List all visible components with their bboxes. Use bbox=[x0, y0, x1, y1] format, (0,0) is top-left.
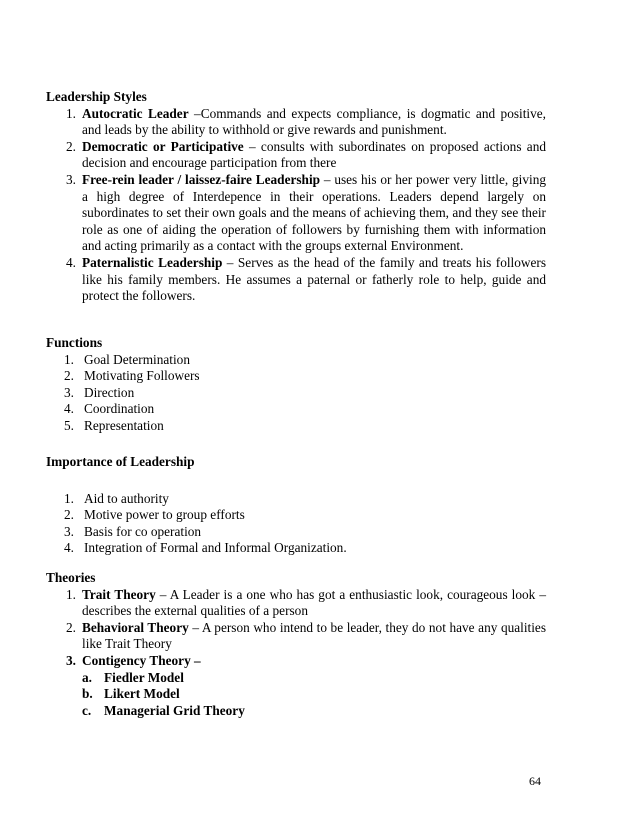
item-number: 2. bbox=[64, 507, 74, 523]
list-item bbox=[46, 352, 546, 369]
list-item bbox=[46, 653, 546, 719]
item-text: Coordination bbox=[84, 401, 155, 417]
item-text: Integration of Formal and Informal Organization. bbox=[84, 540, 347, 556]
leadership-styles-list bbox=[46, 106, 546, 305]
list-item bbox=[46, 255, 546, 305]
list-item bbox=[46, 172, 546, 255]
list-item bbox=[46, 139, 546, 172]
list-item bbox=[46, 106, 546, 139]
section-leadership-styles bbox=[46, 89, 546, 305]
sub-item-text: Likert Model bbox=[104, 686, 180, 702]
list-item bbox=[46, 540, 546, 557]
item-number: 2. bbox=[64, 368, 74, 384]
item-number: 3. bbox=[66, 652, 76, 668]
sub-item-letter: a. bbox=[82, 669, 92, 685]
list-item bbox=[46, 401, 546, 418]
section-heading: Functions bbox=[46, 335, 103, 350]
section-heading: Leadership Styles bbox=[46, 89, 147, 104]
item-text: Motive power to group efforts bbox=[84, 507, 245, 523]
item-text: Aid to authority bbox=[84, 490, 169, 506]
section-heading: Theories bbox=[46, 570, 96, 585]
item-number: 3. bbox=[66, 171, 76, 187]
item-number: 1. bbox=[64, 351, 74, 367]
sub-item-letter: c. bbox=[82, 702, 92, 718]
item-term: Contigency Theory – bbox=[82, 652, 201, 668]
item-number: 1. bbox=[66, 105, 76, 121]
item-term: Trait Theory bbox=[82, 586, 156, 602]
section-theories bbox=[46, 570, 546, 719]
item-term: Autocratic Leader bbox=[82, 105, 189, 121]
item-number: 4. bbox=[66, 254, 76, 270]
list-item bbox=[46, 587, 546, 620]
item-text: – Serves as the head of the family and treats his followers like his family members. He assumes a paternal or fatherly role to help, guide and protect the followers. bbox=[82, 254, 546, 304]
item-term: Paternalistic Leadership bbox=[82, 254, 223, 270]
section-functions bbox=[46, 335, 546, 435]
list-item bbox=[46, 368, 546, 385]
section-heading: Importance of Leadership bbox=[46, 454, 195, 469]
item-number: 2. bbox=[66, 138, 76, 154]
sub-item-text: Fiedler Model bbox=[104, 669, 184, 685]
item-text: – consults with subordinates on proposed actions and decision and encourage participation from there bbox=[82, 138, 546, 171]
sub-item-letter: b. bbox=[82, 686, 93, 702]
item-number: 3. bbox=[64, 523, 74, 539]
item-number: 4. bbox=[64, 540, 74, 556]
sub-list-item bbox=[46, 670, 546, 687]
item-text: – uses his or her power very little, giving a high degree of Interdepence in their operations. Leaders depend largely on subordinates to set their own goals and the means of achieving them, and they see their role as one of aiding the operation of followers by furnishing them with information and acting primarily as a contact with the groups external Environment. bbox=[82, 171, 547, 254]
item-text: –Commands and expects compliance, is dogmatic and positive, and leads by the ability to withhold or give rewards and punishment. bbox=[82, 105, 546, 138]
list-item bbox=[46, 418, 546, 435]
item-text: Representation bbox=[84, 417, 164, 433]
list-item bbox=[46, 620, 546, 653]
theories-list bbox=[46, 587, 546, 720]
item-text: Direction bbox=[84, 384, 135, 400]
list-item bbox=[46, 524, 546, 541]
item-term: Democratic or Participative bbox=[82, 138, 244, 154]
item-number: 3. bbox=[64, 384, 74, 400]
item-term: Free-rein leader / laissez-faire Leadership bbox=[82, 171, 321, 187]
list-item bbox=[46, 385, 546, 402]
item-number: 4. bbox=[64, 401, 74, 417]
item-text: Goal Determination bbox=[84, 351, 190, 367]
importance-list bbox=[46, 491, 546, 557]
item-text: Basis for co operation bbox=[84, 523, 202, 539]
list-item bbox=[46, 491, 546, 508]
sub-list-item bbox=[46, 686, 546, 703]
item-number: 1. bbox=[64, 490, 74, 506]
item-number: 5. bbox=[64, 417, 74, 433]
item-number: 1. bbox=[66, 586, 76, 602]
item-term: Behavioral Theory bbox=[82, 619, 189, 635]
item-text: Motivating Followers bbox=[84, 368, 200, 384]
section-importance bbox=[46, 454, 546, 557]
list-item bbox=[46, 507, 546, 524]
page-number: 64 bbox=[529, 774, 541, 788]
item-number: 2. bbox=[66, 619, 76, 635]
sub-list-item bbox=[46, 703, 546, 720]
item-text: – A Leader is a one who has got a enthusiastic look, courageous look – describes the external qualities of a person bbox=[82, 586, 546, 619]
functions-list bbox=[46, 352, 546, 435]
item-text: – A person who intend to be leader, they do not have any qualities like Trait Theory bbox=[82, 619, 546, 652]
sub-item-text: Managerial Grid Theory bbox=[104, 702, 245, 718]
